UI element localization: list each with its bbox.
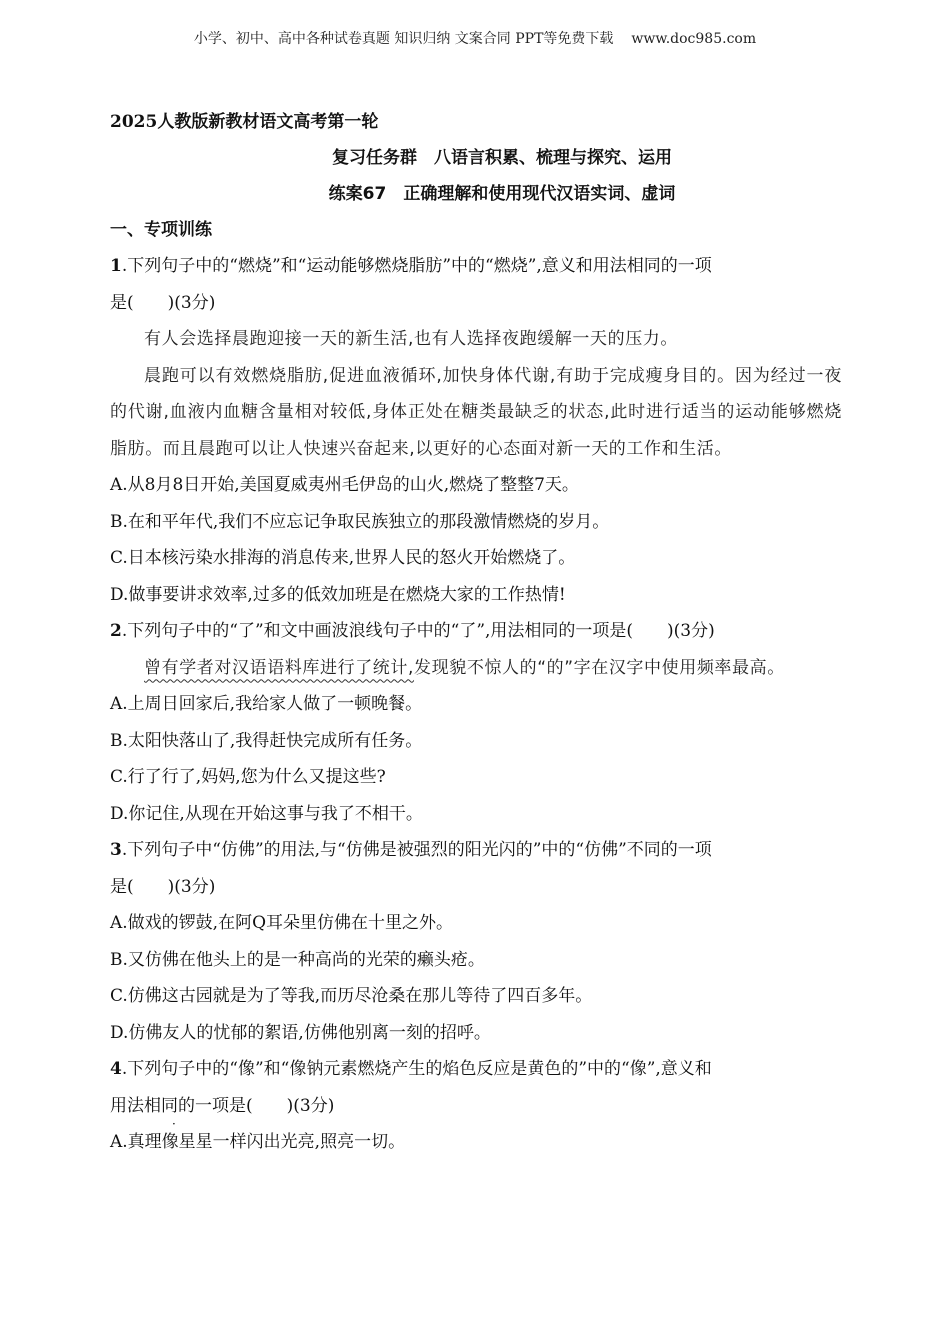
question-2-stem bbox=[110, 613, 842, 650]
section-heading: 一、专项训练 bbox=[110, 220, 212, 240]
question-text: .下列句子中的“燃烧”和“运动能够燃烧脂肪”中的“燃烧”,意义和用法相同的一项 bbox=[121, 256, 712, 276]
option-a: A.做戏的锣鼓,在阿Q耳朵里仿佛在十里之外。 bbox=[110, 913, 454, 933]
option-a: A.上周日回家后,我给家人做了一顿晚餐。 bbox=[110, 694, 423, 714]
option-b: B.太阳快落山了,我得赶快完成所有任务。 bbox=[110, 730, 423, 751]
option-d: D.做事要讲求效率,过多的低效加班是在燃烧大家的工作热情! bbox=[110, 584, 566, 605]
main-title: 2025人教版新教材语文高考第一轮 bbox=[110, 112, 379, 132]
wavy-underlined-sentence: 曾有学者对汉语语料库进行了统计, bbox=[144, 657, 415, 678]
option-d: D.你记住,从现在开始这事与我了不相干。 bbox=[110, 803, 423, 824]
banner-text: 小学、初中、高中各种试卷真题 知识归纳 文案合同 PPT等免费下载 bbox=[193, 31, 614, 47]
question-4-stem bbox=[110, 1051, 842, 1124]
option-b: B.在和平年代,我们不应忘记争取民族独立的那段激情燃烧的岁月。 bbox=[110, 511, 610, 532]
banner-url[interactable]: www.doc985.com bbox=[631, 31, 757, 47]
option-d: D.仿佛友人的忧郁的絮语,仿佛他别离一刻的招呼。 bbox=[110, 1022, 491, 1043]
option-c: C.行了行了,妈妈,您为什么又提这些? bbox=[110, 767, 386, 787]
question-text-cont: 用法相同的一项是( )(3分) bbox=[110, 1095, 335, 1116]
question-text: .下列句子中的“像”和“像钠元素燃烧产生的焰色反应是黄色的”中的“像”,意义和 bbox=[121, 1059, 712, 1079]
passage-paragraph: 有人会选择晨跑迎接一天的新生活,也有人选择夜跑缓解一天的压力。 bbox=[144, 329, 679, 349]
option-b: B.又仿佛在他头上的是一种高尚的光荣的癞头疮。 bbox=[110, 949, 485, 970]
download-banner bbox=[0, 28, 950, 48]
passage-text: 发现貌不惊人的“的”字在汉字中使用频率最高。 bbox=[414, 657, 785, 678]
option-c: C.日本核污染水排海的消息传来,世界人民的怒火开始燃烧了。 bbox=[110, 548, 576, 568]
emphasis-dot: · bbox=[172, 1117, 176, 1131]
passage-paragraph: 晨跑可以有效燃烧脂肪,促进血液循环,加快身体代谢,有助于完成瘦身目的。因为经过一夜的代谢,血液内血糖含量相对较低,身体正处在糖类最缺乏的状态,此时进行适当的运动能够燃烧脂肪。而且晨跑可以让人快速兴奋起来,以更好的心态面对新一天的工作和生活。 bbox=[110, 365, 842, 459]
question-1-stem bbox=[110, 248, 842, 321]
option-c: C.仿佛这古园就是为了等我,而历尽沧桑在那儿等待了四百多年。 bbox=[110, 986, 593, 1006]
passage-paragraph bbox=[110, 650, 842, 687]
option-text: A.真理像星星一样闪出光亮,照亮一切。 bbox=[110, 1132, 406, 1152]
option-a bbox=[110, 1117, 842, 1161]
question-number: 2 bbox=[110, 621, 122, 641]
question-text-cont: 是( )(3分) bbox=[110, 876, 216, 897]
question-text: .下列句子中的“了”和文中画波浪线句子中的“了”,用法相同的一项是( )(3分) bbox=[121, 621, 715, 641]
question-3-stem bbox=[110, 832, 842, 905]
option-a: A.从8月8日开始,美国夏威夷州毛伊岛的山火,燃烧了整整7天。 bbox=[110, 475, 579, 495]
question-text-cont: 是( )(3分) bbox=[110, 292, 216, 313]
question-number: 1 bbox=[110, 256, 122, 276]
task-group-title: 复习任务群 八语言积累、梳理与探究、运用 bbox=[332, 148, 672, 168]
document-content bbox=[110, 104, 842, 1161]
question-number: 4 bbox=[110, 1059, 122, 1079]
lesson-title: 练案67 正确理解和使用现代汉语实词、虚词 bbox=[328, 184, 676, 204]
question-text: .下列句子中“仿佛”的用法,与“仿佛是被强烈的阳光闪的”中的“仿佛”不同的一项 bbox=[121, 840, 712, 860]
question-number: 3 bbox=[110, 840, 122, 860]
